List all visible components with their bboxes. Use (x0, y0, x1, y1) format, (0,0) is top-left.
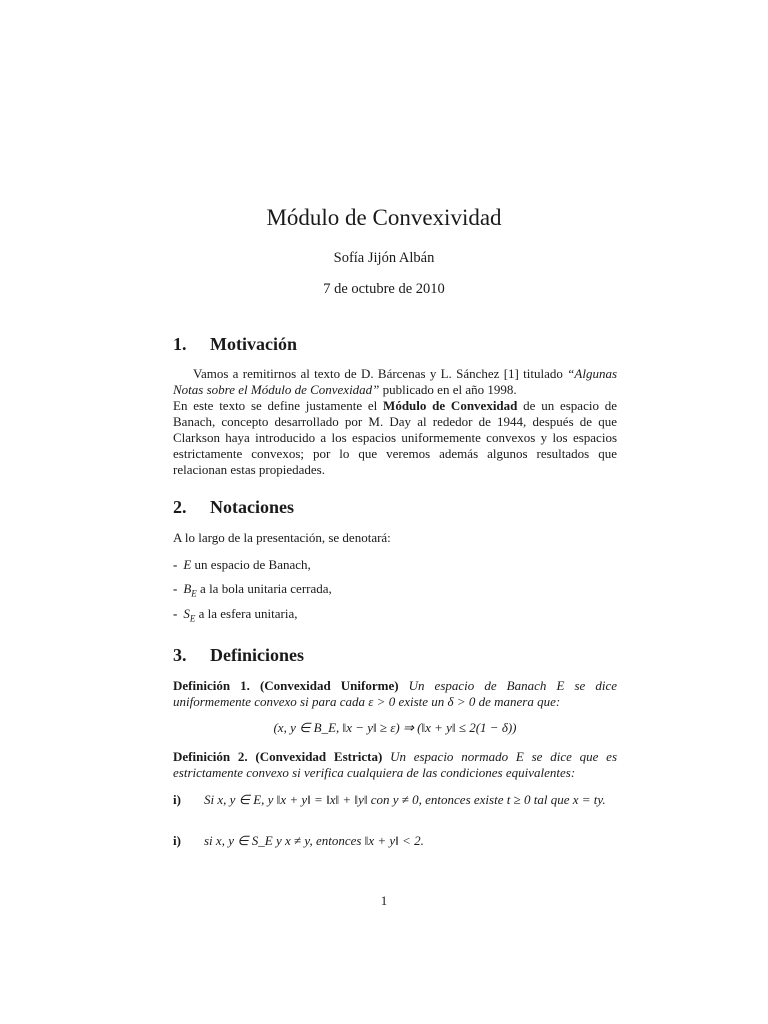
definition-label: Definición 2. (173, 749, 248, 764)
cited-title: “Algunas Notas sobre el Módulo de Convexidad” (173, 366, 617, 397)
notaciones-intro (173, 530, 617, 546)
motivacion-body (173, 366, 617, 478)
condition-text: si x, y ∈ S_E y x ≠ y, entonces ‖x + y‖ < 2. (204, 833, 424, 848)
list-item-text: un espacio de Banach, (191, 557, 311, 572)
condition-item-1 (173, 792, 617, 808)
definition-body: Un espacio de Banach E se dice uniformemente convexo si para cada ε > 0 existe un δ > 0 de manera que: (173, 678, 617, 709)
paper-date: 7 de octubre de 2010 (323, 281, 445, 297)
math-subscript: E (191, 588, 197, 599)
section-title: Notaciones (210, 497, 294, 517)
definition-1-text (173, 678, 617, 710)
definition-label: Definición 1. (173, 678, 250, 693)
page-number: 1 (380, 893, 388, 908)
motivacion-paragraph-2 (173, 398, 617, 478)
math-symbol: S (183, 606, 190, 621)
definition-2 (173, 749, 617, 781)
condition-text: Si x, y ∈ E, y ‖x + y‖ = ‖x‖ + ‖y‖ con y ≠ 0, entonces existe t ≥ 0 tal que x = ty. (204, 792, 606, 807)
text-span: publicado en el año 1998. (379, 382, 517, 397)
math-subscript: E (189, 613, 196, 624)
paper-author: Sofía Jijón Albán (333, 250, 435, 266)
section-title: Definiciones (210, 645, 304, 665)
section-number: 3. (173, 645, 187, 665)
list-item-text: a la esfera unitaria, (195, 606, 298, 621)
text-span: Vamos a remitirnos al texto de D. Bárcenas y L. Sánchez [1] titulado (193, 366, 568, 381)
section-heading-notaciones (173, 497, 294, 518)
text-span: de un espacio de Banach, concepto desarrollado por M. Day al rededor de 1944, después de que Clarkson haya introducido a los espacios uniformemente convexos y los espacios estrictamente convexos; por lo que veremos además algunos resultados que relacionan estas propiedades. (173, 398, 617, 477)
definition-2-text (173, 749, 617, 781)
condition-label: i) (173, 833, 181, 848)
math-symbol: B (183, 581, 192, 596)
emphasis-term: Módulo de Convexidad (383, 398, 518, 413)
section-heading-motivacion (173, 334, 297, 355)
section-title: Motivación (210, 334, 297, 354)
definition-body: Un espacio normado E se dice que es estrictamente convexo si verifica cualquiera de las condiciones equivalentes: (173, 749, 618, 780)
definition-name: (Convexidad Estricta) (255, 749, 383, 764)
motivacion-paragraph-1 (173, 366, 617, 398)
list-item: - $B_E$ a la bola unitaria cerrada, (173, 581, 332, 599)
math-symbol: E (183, 557, 192, 572)
text-span: En este texto se define justamente el (173, 398, 384, 413)
list-item: - $S_E$ a la esfera unitaria, (173, 606, 298, 624)
definition-name: (Convexidad Uniforme) (259, 678, 399, 693)
definition-1 (173, 678, 617, 710)
condition-item-2 (173, 833, 617, 849)
notaciones-intro-text: A lo largo de la presentación, se denotará: (173, 530, 391, 545)
definition-1-formula: (x, y ∈ B_E, ‖x − y‖ ≥ ε) ⇒ (‖x + y‖ ≤ 2(1 − δ)) (273, 720, 517, 735)
list-item: - E un espacio de Banach, (173, 557, 311, 572)
list-item-text: a la bola unitaria cerrada, (196, 581, 332, 596)
section-heading-definiciones (173, 645, 304, 666)
paper-title: Módulo de Convexividad (266, 205, 502, 230)
section-number: 2. (173, 497, 187, 517)
section-number: 1. (173, 334, 187, 354)
condition-label: i) (173, 792, 181, 807)
